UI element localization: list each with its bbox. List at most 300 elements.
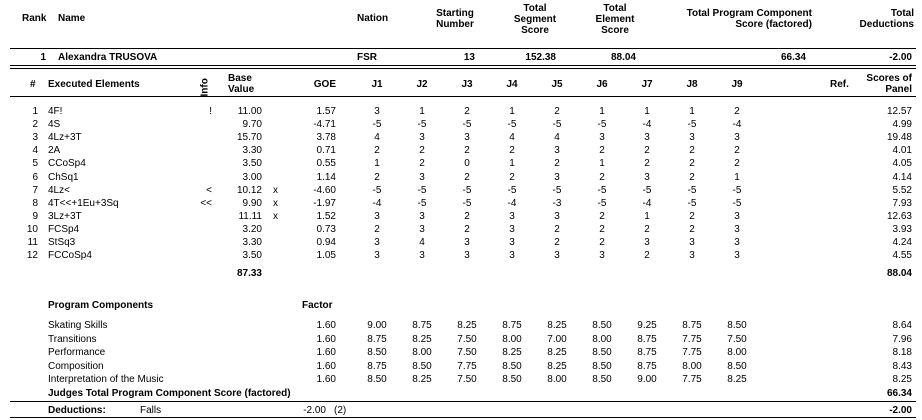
element-judge-score: -5 <box>732 197 742 209</box>
element-judge-score: 3 <box>464 237 470 248</box>
program-components-header: Program Components <box>48 300 154 311</box>
element-judge-score: 2 <box>554 223 560 235</box>
element-number: 10 <box>26 223 38 235</box>
ref-header: Ref. <box>830 79 849 90</box>
element-goe: 0.55 <box>316 158 336 170</box>
element-judge-score: 4 <box>509 132 515 144</box>
element-judge-score: 3 <box>689 237 695 248</box>
component-judge-score: 8.50 <box>727 360 747 372</box>
component-row <box>0 320 922 332</box>
element-judge-score: 3 <box>464 132 470 144</box>
element-bonus-marker: x <box>273 210 278 222</box>
element-judge-score: 2 <box>599 223 605 235</box>
component-judge-score: 7.50 <box>727 333 747 345</box>
component-name: Transitions <box>48 333 97 345</box>
element-judge-score: 2 <box>734 145 740 157</box>
element-judge-score: 3 <box>599 132 605 144</box>
element-judge-score: 2 <box>689 210 695 222</box>
element-panel-score: 4.01 <box>892 145 912 157</box>
component-judge-score: 8.75 <box>682 320 702 331</box>
element-name: 2A <box>48 145 61 157</box>
component-judge-score: 8.50 <box>592 374 612 386</box>
base-value-header: Base Value <box>228 73 255 95</box>
element-judge-score: 3 <box>419 132 425 144</box>
component-judge-score: 7.75 <box>457 360 477 372</box>
element-base-value: 3.00 <box>242 171 262 183</box>
element-name: 4F! <box>48 106 63 117</box>
element-judge-score: -4 <box>732 119 742 131</box>
element-name: StSq3 <box>48 237 76 248</box>
element-judge-score: 2 <box>464 210 470 222</box>
component-judge-score: 8.75 <box>367 360 387 372</box>
elements-header-rule <box>10 96 916 97</box>
element-judge-score: 2 <box>374 171 380 183</box>
element-panel-score: 4.05 <box>892 158 912 170</box>
component-factor: 1.60 <box>316 374 336 386</box>
element-row <box>0 224 922 236</box>
judge-header-4: J4 <box>506 79 518 90</box>
element-judge-score: 2 <box>464 145 470 157</box>
element-judge-score: 2 <box>554 106 560 117</box>
component-score: 8.64 <box>892 320 912 331</box>
skater-rank: 1 <box>40 52 46 63</box>
element-judge-score: 2 <box>464 223 470 235</box>
element-base-value: 15.70 <box>236 132 262 144</box>
element-name: 4Lz< <box>48 184 70 196</box>
element-judge-score: 1 <box>419 106 425 117</box>
judge-header-5: J5 <box>551 79 563 90</box>
element-score-header: Total Element Score <box>595 3 635 36</box>
element-judge-score: -5 <box>507 119 517 131</box>
component-judge-score: 8.25 <box>727 374 747 386</box>
element-judge-score: 4 <box>419 237 425 248</box>
element-number: 3 <box>32 132 38 144</box>
component-judge-score: 9.00 <box>367 320 387 331</box>
element-judge-score: 3 <box>644 237 650 248</box>
component-judge-score: 7.50 <box>457 347 477 359</box>
element-number-header: # <box>30 79 36 90</box>
component-name: Performance <box>48 347 106 359</box>
element-judge-score: -5 <box>552 184 562 196</box>
component-name: Interpretation of the Music <box>48 374 164 386</box>
element-judge-score: 4 <box>374 132 380 144</box>
skater-rule-2 <box>10 68 916 69</box>
component-judge-score: 8.00 <box>727 347 747 359</box>
executed-elements-header: Executed Elements <box>48 79 140 90</box>
component-judge-score: 9.25 <box>637 320 657 331</box>
element-row <box>0 211 922 223</box>
element-goe: 3.78 <box>316 132 336 144</box>
element-judge-score: 3 <box>374 210 380 222</box>
element-judge-score: 2 <box>599 171 605 183</box>
element-judge-score: 3 <box>644 132 650 144</box>
element-row <box>0 237 922 249</box>
element-judge-score: 2 <box>734 158 740 170</box>
element-goe: 0.94 <box>316 237 336 248</box>
element-number: 2 <box>32 119 38 131</box>
element-judge-score: 2 <box>554 158 560 170</box>
element-judge-score: 3 <box>509 250 515 262</box>
judges-total-label: Judges Total Program Component Score (factored) <box>48 388 291 399</box>
goe-header: GOE <box>313 79 336 90</box>
info-header: Info <box>199 78 211 97</box>
element-judge-score: 2 <box>689 171 695 183</box>
element-judge-score: 3 <box>509 210 515 222</box>
element-judge-score: 3 <box>554 171 560 183</box>
element-base-value: 11.11 <box>238 210 262 222</box>
element-info: ! <box>209 106 212 117</box>
element-base-value: 9.70 <box>242 119 262 131</box>
element-judge-score: -4 <box>642 197 652 209</box>
element-row <box>0 198 922 210</box>
judges-total-value: 66.34 <box>886 388 912 399</box>
element-row <box>0 119 922 131</box>
element-judge-score: -5 <box>732 184 742 196</box>
element-judge-score: 2 <box>509 145 515 157</box>
component-judge-score: 8.00 <box>682 360 702 372</box>
element-judge-score: 2 <box>644 250 650 262</box>
element-judge-score: -5 <box>597 184 607 196</box>
element-judge-score: -5 <box>462 197 472 209</box>
element-base-value: 3.20 <box>242 223 262 235</box>
component-judge-score: 8.25 <box>547 347 567 359</box>
element-judge-score: 3 <box>509 223 515 235</box>
component-name: Skating Skills <box>48 320 108 331</box>
component-score: 8.43 <box>892 360 912 372</box>
element-judge-score: 3 <box>689 250 695 262</box>
component-judge-score: 8.50 <box>727 320 747 331</box>
judge-header-1: J1 <box>371 79 383 90</box>
element-judge-score: 2 <box>599 237 605 248</box>
pcs-header: Total Program Component Score (factored) <box>686 8 812 30</box>
scores-of-panel-header: Scores of Panel <box>866 73 912 95</box>
element-judge-score: 1 <box>734 171 740 183</box>
element-row <box>0 132 922 144</box>
component-judge-score: 8.75 <box>637 360 657 372</box>
skater-deductions: -2.00 <box>889 52 912 63</box>
deduction-type: Falls <box>140 405 162 416</box>
element-panel-score: 4.14 <box>892 171 912 183</box>
component-judge-score: 7.50 <box>457 374 477 386</box>
element-judge-score: 2 <box>734 106 740 117</box>
element-number: 7 <box>32 184 38 196</box>
element-row <box>0 106 922 118</box>
element-judge-score: 2 <box>374 223 380 235</box>
element-judge-score: 1 <box>644 210 650 222</box>
element-judge-score: 3 <box>464 250 470 262</box>
component-judge-score: 8.00 <box>592 333 612 345</box>
element-panel-score: 12.63 <box>886 210 912 222</box>
component-judge-score: 8.25 <box>412 374 432 386</box>
skater-segment-score: 152.38 <box>525 52 556 63</box>
element-base-value: 3.30 <box>242 145 262 157</box>
element-row <box>0 185 922 197</box>
component-judge-score: 8.50 <box>592 360 612 372</box>
element-judge-score: -5 <box>642 184 652 196</box>
element-judge-score: 2 <box>509 171 515 183</box>
factor-header: Factor <box>302 300 333 311</box>
nation-header: Nation <box>357 13 389 24</box>
element-judge-score: -5 <box>597 119 607 131</box>
element-judge-score: 2 <box>374 145 380 157</box>
component-score: 8.18 <box>892 347 912 359</box>
element-number: 6 <box>32 171 38 183</box>
element-panel-score: 19.48 <box>886 132 912 144</box>
base-value-total: 87.33 <box>236 268 262 279</box>
deduction-value: -2.00 <box>303 405 326 416</box>
element-judge-score: 3 <box>509 237 515 248</box>
element-judge-score: 2 <box>554 237 560 248</box>
bottom-rule <box>10 417 916 418</box>
element-judge-score: 4 <box>554 132 560 144</box>
component-score: 8.25 <box>892 374 912 386</box>
component-judge-score: 8.25 <box>547 320 567 331</box>
element-info: < <box>206 184 212 196</box>
element-judge-score: -4 <box>372 197 382 209</box>
element-goe: 1.05 <box>316 250 336 262</box>
element-goe: 1.14 <box>316 171 336 183</box>
component-score: 7.96 <box>892 333 912 345</box>
element-judge-score: 1 <box>689 106 695 117</box>
judge-header-7: J7 <box>641 79 653 90</box>
element-panel-score: 4.55 <box>892 250 912 262</box>
element-base-value: 3.50 <box>242 250 262 262</box>
rank-header: Rank <box>22 13 47 24</box>
element-number: 11 <box>27 237 38 248</box>
element-number: 4 <box>32 145 38 157</box>
skater-element-score: 88.04 <box>610 52 636 63</box>
component-judge-score: 8.75 <box>637 333 657 345</box>
element-name: FCSp4 <box>48 223 80 235</box>
element-judge-score: -4 <box>642 119 652 131</box>
component-judge-score: 7.75 <box>682 347 702 359</box>
element-goe: 0.73 <box>316 223 336 235</box>
element-goe: -1.97 <box>313 197 336 209</box>
element-panel-score: 3.93 <box>892 223 912 235</box>
element-name: 4Lz+3T <box>48 132 82 144</box>
element-judge-score: 3 <box>374 250 380 262</box>
component-judge-score: 8.25 <box>547 360 567 372</box>
element-judge-score: -5 <box>372 119 382 131</box>
component-row <box>0 374 922 386</box>
skater-pcs-score: 66.34 <box>780 52 806 63</box>
element-panel-score: 5.52 <box>892 184 912 196</box>
element-base-value: 11.00 <box>237 106 262 117</box>
skater-name: Alexandra TRUSOVA <box>58 52 158 63</box>
component-factor: 1.60 <box>316 360 336 372</box>
element-judge-score: 2 <box>644 145 650 157</box>
element-judge-score: 3 <box>374 106 380 117</box>
segment-score-header: Total Segment Score <box>513 3 557 36</box>
element-goe: -4.60 <box>313 184 336 196</box>
element-judge-score: 3 <box>599 250 605 262</box>
element-goe: 0.71 <box>316 145 336 157</box>
element-judge-score: -5 <box>507 184 517 196</box>
element-judge-score: -5 <box>417 197 427 209</box>
element-name: 4T<<+1Eu+3Sq <box>48 197 119 209</box>
component-judge-score: 8.25 <box>412 333 432 345</box>
component-row <box>0 347 922 359</box>
element-panel-score: 4.24 <box>892 237 912 248</box>
judge-header-3: J3 <box>461 79 473 90</box>
component-judge-score: 8.75 <box>412 320 432 331</box>
element-row <box>0 145 922 157</box>
element-judge-score: 3 <box>734 223 740 235</box>
element-judge-score: 2 <box>644 158 650 170</box>
element-panel-score: 7.93 <box>892 197 912 209</box>
element-goe: 1.52 <box>316 210 336 222</box>
element-number: 8 <box>32 197 38 209</box>
element-judge-score: -5 <box>552 119 562 131</box>
component-judge-score: 8.00 <box>412 347 432 359</box>
header-rule <box>10 48 916 49</box>
element-name: ChSq1 <box>48 171 79 183</box>
judge-header-6: J6 <box>596 79 608 90</box>
element-judge-score: 2 <box>464 171 470 183</box>
component-judge-score: 8.50 <box>367 347 387 359</box>
element-judge-score: 3 <box>419 223 425 235</box>
component-judge-score: 8.75 <box>367 333 387 345</box>
deductions-total: -2.00 <box>889 405 912 416</box>
component-row <box>0 361 922 373</box>
judge-header-8: J8 <box>686 79 698 90</box>
element-judge-score: 3 <box>554 250 560 262</box>
element-base-value: 9.90 <box>242 197 262 209</box>
element-base-value: 3.50 <box>242 158 262 170</box>
element-judge-score: -5 <box>687 184 697 196</box>
element-judge-score: -5 <box>417 119 427 131</box>
component-judge-score: 7.50 <box>457 333 477 345</box>
element-row <box>0 250 922 262</box>
judge-header-2: J2 <box>416 79 428 90</box>
element-row <box>0 158 922 170</box>
components-rule <box>10 401 916 402</box>
component-judge-score: 8.50 <box>412 360 432 372</box>
component-judge-score: 8.50 <box>502 360 522 372</box>
element-number: 9 <box>32 210 38 222</box>
element-name: CCoSp4 <box>48 158 86 170</box>
element-judge-score: 2 <box>689 223 695 235</box>
component-judge-score: 8.25 <box>457 320 477 331</box>
element-bonus-marker: x <box>273 184 278 196</box>
element-panel-score: 12.57 <box>886 106 912 117</box>
component-judge-score: 7.00 <box>547 333 567 345</box>
element-judge-score: 1 <box>374 158 380 170</box>
element-judge-score: 2 <box>419 145 425 157</box>
element-name: 4S <box>48 119 61 131</box>
element-judge-score: 2 <box>689 158 695 170</box>
component-judge-score: 7.75 <box>682 374 702 386</box>
element-judge-score: 3 <box>734 210 740 222</box>
element-judge-score: 1 <box>509 106 515 117</box>
element-judge-score: -5 <box>462 184 472 196</box>
element-judge-score: 1 <box>599 106 605 117</box>
element-name: 3Lz+3T <box>48 210 82 222</box>
element-judge-score: 3 <box>419 250 425 262</box>
element-base-value: 3.30 <box>242 237 262 248</box>
deduction-count: (2) <box>334 405 347 416</box>
element-bonus-marker: x <box>273 197 278 209</box>
component-row <box>0 334 922 346</box>
element-base-value: 10.12 <box>236 184 262 196</box>
element-judge-score: 2 <box>689 145 695 157</box>
element-judge-score: 3 <box>734 237 740 248</box>
element-goe: -4.71 <box>313 119 336 131</box>
component-judge-score: 8.50 <box>367 374 387 386</box>
element-judge-score: 2 <box>419 158 425 170</box>
element-goe: 1.57 <box>316 106 336 117</box>
component-factor: 1.60 <box>316 333 336 345</box>
component-judge-score: 8.75 <box>502 320 522 331</box>
element-judge-score: 3 <box>554 145 560 157</box>
skater-rule <box>10 65 916 66</box>
element-judge-score: 1 <box>644 106 650 117</box>
element-row <box>0 172 922 184</box>
element-judge-score: -5 <box>597 197 607 209</box>
component-judge-score: 8.00 <box>502 333 522 345</box>
element-judge-score: 3 <box>689 132 695 144</box>
element-judge-score: -5 <box>687 197 697 209</box>
element-panel-score: 4.99 <box>892 119 912 131</box>
element-judge-score: 2 <box>644 223 650 235</box>
element-name: FCCoSp4 <box>48 250 92 262</box>
component-judge-score: 8.00 <box>547 374 567 386</box>
elements-panel-total: 88.04 <box>886 268 912 279</box>
component-factor: 1.60 <box>316 347 336 359</box>
element-judge-score: -5 <box>372 184 382 196</box>
element-judge-score: 1 <box>509 158 515 170</box>
element-judge-score: 3 <box>734 132 740 144</box>
deductions-label: Deductions: <box>48 405 106 416</box>
element-judge-score: 2 <box>599 145 605 157</box>
element-judge-score: 3 <box>419 171 425 183</box>
element-judge-score: 3 <box>419 210 425 222</box>
component-judge-score: 8.75 <box>637 347 657 359</box>
element-judge-score: -5 <box>687 119 697 131</box>
component-judge-score: 8.50 <box>592 347 612 359</box>
element-number: 5 <box>32 158 38 170</box>
element-judge-score: 3 <box>554 210 560 222</box>
element-judge-score: 2 <box>464 106 470 117</box>
element-judge-score: 3 <box>734 250 740 262</box>
element-judge-score: 0 <box>464 158 470 170</box>
component-factor: 1.60 <box>316 320 336 331</box>
component-judge-score: 9.00 <box>637 374 657 386</box>
element-judge-score: -4 <box>507 197 517 209</box>
element-judge-score: 3 <box>374 237 380 248</box>
element-judge-score: 2 <box>599 210 605 222</box>
component-judge-score: 8.50 <box>592 320 612 331</box>
component-judge-score: 7.75 <box>682 333 702 345</box>
judge-header-9: J9 <box>731 79 743 90</box>
starting-number-header: Starting Number <box>436 8 474 30</box>
element-judge-score: 3 <box>644 171 650 183</box>
component-judge-score: 8.50 <box>502 374 522 386</box>
component-name: Composition <box>48 360 104 372</box>
component-judge-score: 8.25 <box>502 347 522 359</box>
element-judge-score: -5 <box>462 119 472 131</box>
element-judge-score: -5 <box>417 184 427 196</box>
skater-starting-number: 13 <box>463 52 475 63</box>
element-judge-score: -3 <box>552 197 562 209</box>
element-info: << <box>200 197 212 209</box>
element-number: 12 <box>26 250 38 262</box>
element-judge-score: 1 <box>599 158 605 170</box>
name-header: Name <box>58 13 86 24</box>
skater-nation: FSR <box>357 52 377 63</box>
element-number: 1 <box>32 106 38 117</box>
deductions-header: Total Deductions <box>859 8 914 30</box>
